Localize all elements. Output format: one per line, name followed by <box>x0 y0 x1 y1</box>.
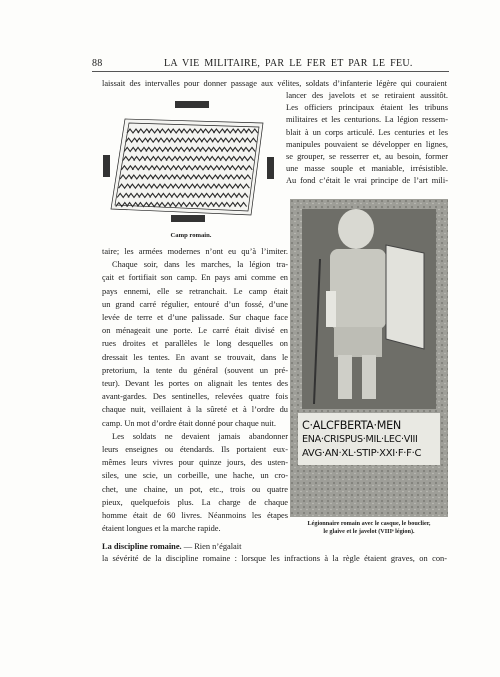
left-text-line: dressait les tentes. En avant se trouvait, dans le <box>102 352 288 362</box>
left-text-line: chet, une chaine, un pot, etc., trois ou quatre <box>102 484 288 494</box>
left-text-line: levée de terre et d’une palissade. Sur chaque face <box>102 313 288 322</box>
header-rule <box>92 71 449 72</box>
right-text-line: militaires et les centurions. La légion ressem- <box>286 115 448 125</box>
left-text-line: pays ennemi, elle se retranchait. Le camp était <box>102 286 288 296</box>
running-title: LA VIE MILITAIRE, PAR LE FER ET PAR LE FEU. <box>164 58 413 69</box>
stele-inscription <box>302 419 436 461</box>
inscription-line: AVG·AN·XL·STIP·XXI·F·F·C <box>302 448 422 459</box>
right-text-line: lancer des javelots et se retiraient aussitôt. <box>286 91 448 100</box>
roman-camp-illustration <box>103 97 279 224</box>
right-text-line: une masse souple et maniable, irrésistible. <box>286 164 448 174</box>
left-text-line: siles, une scie, un corbeille, une hache, un cro- <box>102 471 288 481</box>
left-text-line: avant-gardes. Des sentinelles, relevées quatre fois <box>102 392 288 402</box>
right-text-line: Au fond c’était le vrai principe de l’art mili- <box>286 176 448 186</box>
inscription-line: ENA·CRISPUS·MIL·LEC·VIII <box>302 434 418 445</box>
left-text-line: mêmes leurs vivres pour quinze jours, des usten- <box>102 458 288 468</box>
right-text-line: blait à un corps articulé. Les centuries et les <box>286 127 448 137</box>
left-text-line: leurs enseignes ou étendards. Ils portaient eux- <box>102 445 288 454</box>
stele-caption <box>290 520 448 536</box>
left-text-line: taire; les armées modernes n’ont eu qu’à l’imiter. <box>102 247 288 256</box>
left-text-line: rues droites et parallèles le long desquelles on <box>102 339 288 349</box>
inscription-line: C·ALCFBERTA·MEN <box>302 419 401 432</box>
discipline-heading-rest: — Rien n’égalait <box>181 542 242 551</box>
discipline-heading: La discipline romaine. <box>102 542 182 551</box>
left-text-line: Chaque soir, dans les marches, la légion tra- <box>112 260 288 270</box>
stele-caption-line: le glaive et le javelot (VIIIᵉ légion). <box>323 528 415 535</box>
text-line-top: laissait des intervalles pour donner passage aux vélites, soldats d’infanterie légère qui couraient <box>102 79 447 88</box>
left-text-line: Les soldats ne devaient jamais abandonner <box>112 431 288 441</box>
left-text-line: un grand carré régulier, entouré d’un fossé, d’une <box>102 299 288 309</box>
camp-caption: Camp romain. <box>170 232 212 239</box>
running-header <box>92 58 448 72</box>
text-line-last: la sévérité de la discipline romaine : lorsque les infractions à la règle étaient graves, on con- <box>102 554 447 563</box>
right-text-line: manipules pouvaient se développer en lignes, <box>286 139 448 149</box>
discipline-paragraph-start <box>102 541 288 553</box>
left-text-line: chaque nuit, veillaient à la sûreté et à l’ordre du <box>102 405 288 415</box>
left-text-line: camp. Un mot d’ordre était donné pour chaque nuit. <box>102 418 276 428</box>
right-text-line: se grouper, se resserrer et, au besoin, former <box>286 152 448 161</box>
left-text-line: pretorium, la tente du général (souvent un pré- <box>102 365 288 375</box>
left-text-line: pieux, quelquefois plus. La charge de chaque <box>102 497 288 507</box>
left-text-line: on ménageait une porte. Le carré était divisé en <box>102 326 288 336</box>
page-number: 88 <box>92 58 103 69</box>
left-text-line: étaient longues et la marche rapide. <box>102 524 221 534</box>
left-text-line: homme était de 60 livres. Néanmoins les étapes <box>102 511 288 520</box>
right-text-line: Les officiers principaux étaient les tribuns <box>286 103 448 113</box>
left-text-line: teur). Devant les portes on alignait les tentes des <box>102 379 288 388</box>
left-text-line: çait et fortifiait son camp. En pays ami comme en <box>102 273 288 283</box>
stele-caption-line: Légionnaire romain avec le casque, le bouclier, <box>307 520 431 527</box>
legionary-stele-illustration <box>290 199 448 517</box>
